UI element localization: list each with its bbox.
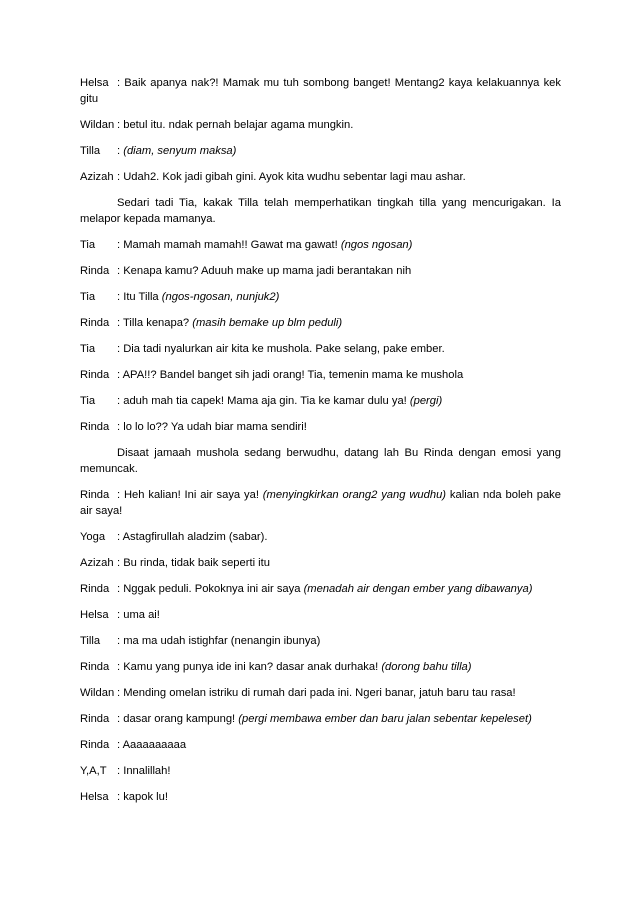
speaker-name: Tia (80, 291, 96, 303)
dialog-line (80, 169, 561, 185)
stage-direction: (ngos-ngosan, nunjuk2) (161, 291, 280, 303)
speaker-name: Wildan (80, 119, 115, 131)
dialog-text: : Bu rinda, tidak baik seperti itu (117, 557, 270, 569)
speaker-name: Helsa (80, 791, 109, 803)
dialog-line (80, 633, 561, 649)
dialog-text: : Tilla kenapa? (117, 317, 193, 329)
dialog-text: : Astagfirullah aladzim (sabar). (117, 531, 268, 543)
dialog-text: : Mamah mamah mamah!! Gawat ma gawat! (117, 239, 341, 251)
speaker-name: Rinda (80, 421, 110, 433)
speaker-name: Rinda (80, 661, 110, 673)
dialog-line (80, 367, 561, 383)
dialog-text: : Aaaaaaaaaa (117, 739, 187, 751)
dialog-text: : Mending omelan istriku di rumah dari pada ini. Ngeri banar, jatuh baru tau rasa! (117, 687, 516, 699)
speaker-name: Wildan (80, 687, 115, 699)
stage-direction: (pergi) (409, 395, 443, 407)
dialog-line (80, 737, 561, 753)
speaker-name: Tilla (80, 635, 101, 647)
dialog-line (80, 237, 561, 253)
dialog-text: : kapok lu! (117, 791, 168, 803)
speaker-name: Rinda (80, 713, 110, 725)
dialog-line (80, 763, 561, 779)
speaker-name: Rinda (80, 317, 110, 329)
speaker-name: Rinda (80, 369, 110, 381)
dialog-line (80, 685, 561, 701)
dialog-line (80, 419, 561, 435)
dialog-line (80, 555, 561, 571)
dialog-line (80, 659, 561, 675)
dialog-line (80, 529, 561, 545)
dialog-text: : APA!!? Bandel banget sih jadi orang! Tia, temenin mama ke mushola (117, 369, 464, 381)
dialog-text: : lo lo lo?? Ya udah biar mama sendiri! (117, 421, 307, 433)
speaker-name: Y,A,T (80, 765, 107, 777)
dialog-line (80, 315, 561, 331)
speaker-name: Azizah (80, 557, 114, 569)
stage-direction: (diam, senyum maksa) (123, 145, 237, 157)
speaker-name: Helsa (80, 609, 109, 621)
dialog-text: : Kenapa kamu? Aduuh make up mama jadi berantakan nih (117, 265, 412, 277)
dialog-text: : (117, 145, 124, 157)
stage-direction: (masih bemake up blm peduli) (192, 317, 343, 329)
stage-direction: (menadah air dengan ember yang dibawanya) (303, 583, 533, 595)
stage-direction: (dorong bahu tilla) (381, 661, 472, 673)
dialog-line (80, 789, 561, 805)
speaker-name: Tia (80, 239, 96, 251)
dialog-text: : aduh mah tia capek! Mama aja gin. Tia ke kamar dulu ya! (117, 395, 410, 407)
dialog-text-continued: kalian nda boleh pake air saya! (80, 489, 561, 517)
dialog-text: : Baik apanya nak?! Mamak mu tuh sombong banget! Mentang2 kaya kelakuannya kek gitu (80, 77, 561, 105)
speaker-name: Rinda (80, 583, 110, 595)
dialog-text: : ma ma udah istighfar (nenangin ibunya) (117, 635, 321, 647)
narration-paragraph: Sedari tadi Tia, kakak Tilla telah memperhatikan tingkah tilla yang mencurigakan. Ia melapor kepada mamanya. (80, 197, 561, 225)
dialog-text: : dasar orang kampung! (117, 713, 239, 725)
dialog-text: : uma ai! (117, 609, 160, 621)
stage-direction: (pergi membawa ember dan baru jalan sebentar kepeleset) (238, 713, 532, 725)
dialog-text: : Dia tadi nyalurkan air kita ke mushola. Pake selang, pake ember. (117, 343, 445, 355)
dialog-text: : betul itu. ndak pernah belajar agama mungkin. (117, 119, 354, 131)
speaker-name: Tia (80, 395, 96, 407)
speaker-name: Rinda (80, 265, 110, 277)
speaker-name: Azizah (80, 171, 114, 183)
narration-paragraph: Disaat jamaah mushola sedang berwudhu, datang lah Bu Rinda dengan emosi yang memuncak. (80, 447, 561, 475)
speaker-name: Tilla (80, 145, 101, 157)
dialog-text: : Kamu yang punya ide ini kan? dasar anak durhaka! (117, 661, 382, 673)
speaker-name: Helsa (80, 77, 109, 89)
dialog-text: : Heh kalian! Ini air saya ya! (117, 489, 263, 501)
speaker-name: Rinda (80, 489, 110, 501)
dialog-line (80, 117, 561, 133)
stage-direction: (menyingkirkan orang2 yang wudhu) (262, 489, 447, 501)
dialog-text: : Innalillah! (117, 765, 171, 777)
dialog-line (80, 289, 561, 305)
speaker-name: Rinda (80, 739, 110, 751)
dialog-line (80, 341, 561, 357)
dialog-text: : Nggak peduli. Pokoknya ini air saya (117, 583, 304, 595)
dialog-line (80, 581, 561, 597)
stage-direction: (ngos ngosan) (340, 239, 413, 251)
dialog-line (80, 143, 561, 159)
dialog-line (80, 263, 561, 279)
dialog-line (80, 75, 561, 107)
dialog-text: : Itu Tilla (117, 291, 162, 303)
dialog-text: : Udah2. Kok jadi gibah gini. Ayok kita wudhu sebentar lagi mau ashar. (117, 171, 466, 183)
dialog-line (80, 711, 561, 727)
dialog-line (80, 393, 561, 409)
dialog-line (80, 607, 561, 623)
speaker-name: Yoga (80, 531, 106, 543)
dialog-line (80, 487, 561, 519)
speaker-name: Tia (80, 343, 96, 355)
